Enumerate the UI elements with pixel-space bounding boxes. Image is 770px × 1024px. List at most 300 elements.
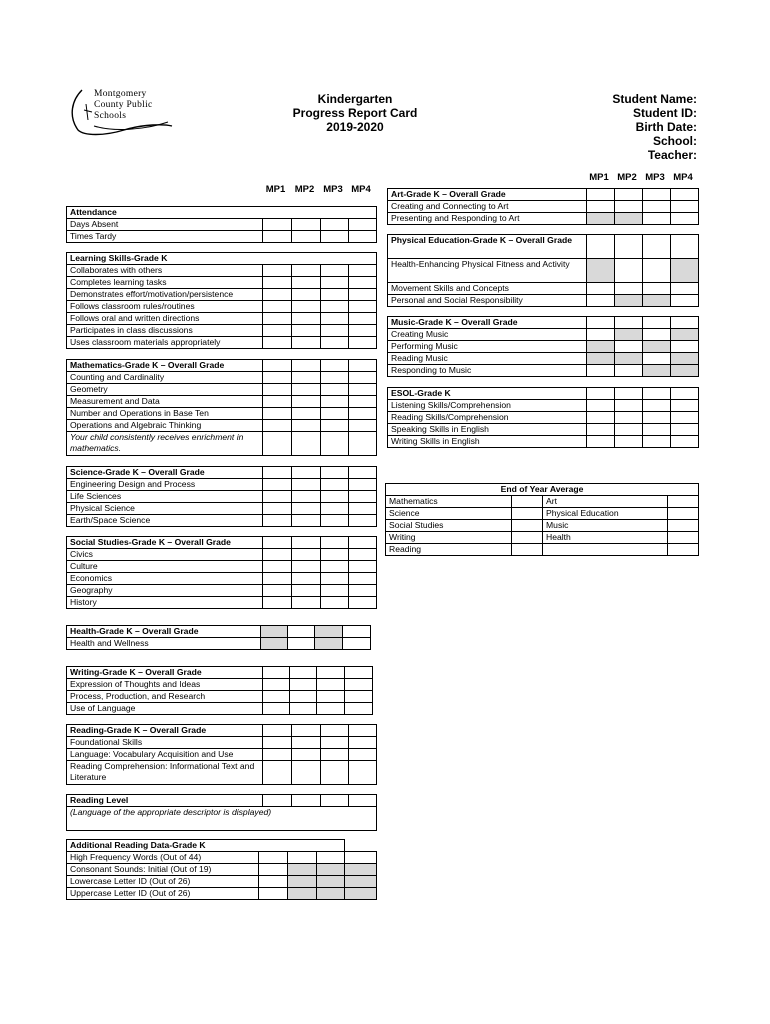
grade-cell [615, 412, 643, 424]
grade-cell [317, 852, 345, 864]
row-label: Personal and Social Responsibility [388, 295, 587, 307]
grade-cell [321, 313, 349, 325]
grade-cell [292, 396, 321, 408]
row-label: Health and Wellness [67, 638, 261, 650]
shaded-grade-cell [288, 876, 317, 888]
grade-cell [259, 876, 288, 888]
student-name-label: Student Name: [612, 92, 697, 106]
grade-cell [321, 503, 349, 515]
grade-cell [615, 201, 643, 213]
grade-cell [587, 365, 615, 377]
grade-cell [668, 520, 699, 532]
row-label: Follows oral and written directions [67, 313, 263, 325]
grade-cell [321, 737, 349, 749]
grade-cell [349, 549, 377, 561]
row-label: Days Absent [67, 219, 263, 231]
grade-cell [263, 491, 292, 503]
grade-cell [263, 503, 292, 515]
row-label: Expression of Thoughts and Ideas [67, 679, 263, 691]
grade-cell [292, 231, 321, 243]
shaded-grade-cell [615, 353, 643, 365]
row-label: Lowercase Letter ID (Out of 26) [67, 876, 259, 888]
grade-cell [263, 432, 292, 456]
art-table [387, 188, 699, 225]
grade-cell [321, 325, 349, 337]
shaded-grade-cell [317, 888, 345, 900]
grade-cell [615, 341, 643, 353]
shaded-grade-cell [288, 864, 317, 876]
grade-cell [263, 761, 292, 785]
science-table [66, 466, 377, 527]
music-title: Music-Grade K – Overall Grade [388, 317, 587, 329]
title-line-1: Kindergarten [317, 92, 393, 106]
shaded-grade-cell [315, 626, 343, 638]
grade-cell [671, 412, 699, 424]
grade-cell [349, 585, 377, 597]
row-label: Creating Music [388, 329, 587, 341]
grade-cell [263, 667, 290, 679]
grade-cell [263, 231, 292, 243]
grade-cell [643, 353, 671, 365]
grade-cell [263, 467, 292, 479]
mp4-label: MP4 [673, 172, 693, 183]
grade-cell [292, 549, 321, 561]
eoy-subject: Social Studies [386, 520, 512, 532]
grade-cell [671, 189, 699, 201]
grade-cell [643, 235, 671, 259]
row-label: Physical Science [67, 503, 263, 515]
grade-cell [512, 508, 543, 520]
grade-cell [292, 467, 321, 479]
grade-cell [263, 749, 292, 761]
shaded-grade-cell [671, 353, 699, 365]
grade-cell [349, 408, 377, 420]
grade-cell [587, 412, 615, 424]
row-label: Number and Operations in Base Ten [67, 408, 263, 420]
reading-table [66, 724, 377, 785]
logo-line-3: Schools [94, 111, 127, 121]
esol-title: ESOL-Grade K [388, 388, 587, 400]
grade-cell [263, 360, 292, 372]
student-info [560, 92, 697, 162]
mp3-label: MP3 [323, 184, 343, 195]
grade-cell [321, 761, 349, 785]
grade-cell [321, 372, 349, 384]
row-label: Listening Skills/Comprehension [388, 400, 587, 412]
grade-cell [321, 301, 349, 313]
grade-cell [263, 573, 292, 585]
grade-cell [290, 679, 317, 691]
grade-cell [345, 691, 373, 703]
reading-title: Reading-Grade K – Overall Grade [67, 725, 263, 737]
grade-cell [321, 537, 349, 549]
grade-cell [292, 265, 321, 277]
grade-cell [259, 852, 288, 864]
row-label: Language: Vocabulary Acquisition and Use [67, 749, 263, 761]
grade-cell [587, 329, 615, 341]
grade-cell [615, 235, 643, 259]
row-label: Times Tardy [67, 231, 263, 243]
math-title: Mathematics-Grade K – Overall Grade [67, 360, 263, 372]
shaded-grade-cell [317, 864, 345, 876]
grade-cell [292, 360, 321, 372]
eoy-subject: Science [386, 508, 512, 520]
shaded-grade-cell [671, 329, 699, 341]
birth-date-label: Birth Date: [635, 120, 697, 134]
grade-cell [643, 283, 671, 295]
grade-cell [321, 289, 349, 301]
row-label: Uses classroom materials appropriately [67, 337, 263, 349]
end-of-year-average-table [385, 483, 699, 556]
grade-cell [317, 667, 345, 679]
shaded-grade-cell [288, 888, 317, 900]
grade-cell [615, 283, 643, 295]
grade-cell [349, 396, 377, 408]
row-label: Culture [67, 561, 263, 573]
grade-cell [263, 408, 292, 420]
grade-cell [512, 544, 543, 556]
row-label: Responding to Music [388, 365, 587, 377]
pe-title: Physical Education-Grade K – Overall Grade [388, 235, 587, 259]
grade-cell [292, 503, 321, 515]
grade-cell [292, 219, 321, 231]
grade-cell [292, 420, 321, 432]
grade-cell [349, 219, 377, 231]
shaded-grade-cell [345, 864, 377, 876]
grade-cell [587, 295, 615, 307]
eoy-subject: Physical Education [543, 508, 668, 520]
grade-cell [263, 277, 292, 289]
grade-cell [263, 537, 292, 549]
grade-cell [321, 265, 349, 277]
shaded-grade-cell [261, 626, 288, 638]
grade-cell [587, 436, 615, 448]
grade-cell [263, 265, 292, 277]
social-studies-table [66, 536, 377, 609]
grade-cell [321, 219, 349, 231]
attendance-title: Attendance [67, 207, 377, 219]
grade-cell [615, 189, 643, 201]
eoy-subject [543, 544, 668, 556]
grade-cell [345, 667, 373, 679]
grade-cell [349, 467, 377, 479]
grade-cell [512, 496, 543, 508]
eoy-subject: Music [543, 520, 668, 532]
grade-cell [292, 573, 321, 585]
title-line-2: Progress Report Card [292, 106, 418, 120]
title-line-3: 2019-2020 [326, 120, 384, 134]
shaded-grade-cell [671, 365, 699, 377]
grade-cell [263, 384, 292, 396]
grade-cell [292, 537, 321, 549]
page-title [260, 92, 450, 134]
grade-cell [349, 325, 377, 337]
row-label: Uppercase Letter ID (Out of 26) [67, 888, 259, 900]
grade-cell [587, 235, 615, 259]
grade-cell [263, 479, 292, 491]
school-label: School: [653, 134, 697, 148]
science-title: Science-Grade K – Overall Grade [67, 467, 263, 479]
grade-cell [349, 737, 377, 749]
grade-cell [615, 365, 643, 377]
row-label: Geometry [67, 384, 263, 396]
grade-cell [349, 231, 377, 243]
grade-cell [288, 852, 317, 864]
grade-cell [321, 491, 349, 503]
row-label: Process, Production, and Research [67, 691, 263, 703]
grade-cell [263, 585, 292, 597]
grade-cell [263, 289, 292, 301]
grade-cell [292, 585, 321, 597]
grade-cell [349, 384, 377, 396]
grade-cell [349, 372, 377, 384]
grade-cell [263, 515, 292, 527]
grade-cell [292, 277, 321, 289]
grade-cell [615, 436, 643, 448]
writing-title: Writing-Grade K – Overall Grade [67, 667, 263, 679]
grade-cell [288, 638, 315, 650]
grade-cell [321, 725, 349, 737]
shaded-grade-cell [315, 638, 343, 650]
grade-cell [292, 289, 321, 301]
mp3-label: MP3 [645, 172, 665, 183]
health-title: Health-Grade K – Overall Grade [67, 626, 261, 638]
shaded-grade-cell [615, 329, 643, 341]
grade-cell [349, 573, 377, 585]
mp2-label: MP2 [294, 184, 315, 195]
row-label: Use of Language [67, 703, 263, 715]
shaded-grade-cell [587, 259, 615, 283]
row-label: Collaborates with others [67, 265, 263, 277]
row-label: Writing Skills in English [388, 436, 587, 448]
row-label: Demonstrates effort/motivation/persistence [67, 289, 263, 301]
grade-cell [292, 372, 321, 384]
shaded-grade-cell [587, 341, 615, 353]
grade-cell [263, 725, 292, 737]
grade-cell [292, 725, 321, 737]
student-id-label: Student ID: [633, 106, 697, 120]
grade-cell [292, 337, 321, 349]
grade-cell [671, 283, 699, 295]
grade-cell [671, 341, 699, 353]
art-title: Art-Grade K – Overall Grade [388, 189, 587, 201]
grade-cell [615, 400, 643, 412]
grade-cell [512, 520, 543, 532]
row-label: Presenting and Responding to Art [388, 213, 587, 225]
grade-cell [321, 420, 349, 432]
grade-cell [263, 795, 292, 807]
reading-level-title: Reading Level [67, 795, 263, 807]
grade-cell [292, 761, 321, 785]
grade-cell [263, 597, 292, 609]
row-label: Reading Skills/Comprehension [388, 412, 587, 424]
grade-cell [292, 749, 321, 761]
writing-table [66, 666, 373, 715]
grade-cell [321, 585, 349, 597]
row-label: Consonant Sounds: Initial (Out of 19) [67, 864, 259, 876]
grade-cell [321, 360, 349, 372]
grade-cell [263, 561, 292, 573]
grade-cell [671, 213, 699, 225]
row-label: Counting and Cardinality [67, 372, 263, 384]
shaded-grade-cell [671, 259, 699, 283]
eoy-subject: Reading [386, 544, 512, 556]
grade-cell [292, 737, 321, 749]
grade-cell [587, 201, 615, 213]
row-label: Civics [67, 549, 263, 561]
shaded-grade-cell [317, 876, 345, 888]
grade-cell [321, 479, 349, 491]
grade-cell [345, 703, 373, 715]
grade-cell [643, 436, 671, 448]
grade-cell [292, 432, 321, 456]
grade-cell [615, 259, 643, 283]
grade-cell [671, 235, 699, 259]
row-label: Engineering Design and Process [67, 479, 263, 491]
social-studies-title: Social Studies-Grade K – Overall Grade [67, 537, 263, 549]
mp4-label: MP4 [351, 184, 371, 195]
row-label: Earth/Space Science [67, 515, 263, 527]
row-label: Creating and Connecting to Art [388, 201, 587, 213]
health-table [66, 625, 371, 650]
row-label: Reading Music [388, 353, 587, 365]
grade-cell [263, 219, 292, 231]
row-label: Movement Skills and Concepts [388, 283, 587, 295]
row-label: History [67, 597, 263, 609]
grade-cell [349, 360, 377, 372]
row-label: Completes learning tasks [67, 277, 263, 289]
grade-cell [321, 749, 349, 761]
grade-cell [643, 412, 671, 424]
grade-cell [263, 372, 292, 384]
grade-cell [290, 691, 317, 703]
grade-cell [587, 189, 615, 201]
shaded-grade-cell [587, 213, 615, 225]
grade-cell [671, 388, 699, 400]
logo-line-2: County Public [94, 100, 153, 110]
grade-cell [263, 325, 292, 337]
row-label: Operations and Algebraic Thinking [67, 420, 263, 432]
grade-cell [349, 313, 377, 325]
grade-cell [349, 761, 377, 785]
grade-cell [671, 317, 699, 329]
grade-cell [512, 532, 543, 544]
logo-line-1: Montgomery [94, 89, 147, 99]
grade-cell [668, 532, 699, 544]
grade-cell [615, 424, 643, 436]
math-table [66, 359, 377, 456]
grade-cell [321, 277, 349, 289]
grade-cell [263, 703, 290, 715]
additional-reading-title: Additional Reading Data-Grade K [67, 840, 345, 852]
grade-cell [321, 432, 349, 456]
grade-cell [643, 329, 671, 341]
grade-cell [349, 561, 377, 573]
shaded-grade-cell [261, 638, 288, 650]
grade-cell [349, 301, 377, 313]
grade-cell [349, 491, 377, 503]
eoy-subject: Health [543, 532, 668, 544]
mp1-label: MP1 [265, 184, 286, 195]
grade-cell [349, 337, 377, 349]
grade-cell [671, 424, 699, 436]
pe-table [387, 234, 699, 307]
grade-cell [321, 231, 349, 243]
grade-cell [317, 679, 345, 691]
grade-cell [587, 400, 615, 412]
grade-cell [321, 337, 349, 349]
enrichment-note: Your child consistently receives enrichment in mathematics. [67, 432, 263, 456]
grade-cell [292, 408, 321, 420]
grade-cell [345, 852, 377, 864]
grade-cell [643, 189, 671, 201]
grade-cell [263, 737, 292, 749]
grade-cell [349, 795, 377, 807]
grade-cell [259, 888, 288, 900]
row-label: Economics [67, 573, 263, 585]
grade-cell [349, 265, 377, 277]
row-label: Health-Enhancing Physical Fitness and Activity [388, 259, 587, 283]
grade-cell [321, 467, 349, 479]
grade-cell [671, 295, 699, 307]
grade-cell [292, 479, 321, 491]
grade-cell [263, 691, 290, 703]
grade-cell [321, 795, 349, 807]
row-label: Measurement and Data [67, 396, 263, 408]
grade-cell [263, 396, 292, 408]
additional-reading-table [66, 839, 377, 900]
shaded-grade-cell [345, 888, 377, 900]
grade-cell [263, 301, 292, 313]
grade-cell [668, 508, 699, 520]
grade-cell [345, 679, 373, 691]
grade-cell [349, 479, 377, 491]
row-label: Foundational Skills [67, 737, 263, 749]
grade-cell [587, 388, 615, 400]
grade-cell [263, 549, 292, 561]
grade-cell [292, 301, 321, 313]
grade-cell [643, 317, 671, 329]
shaded-grade-cell [643, 365, 671, 377]
mcps-logo [64, 86, 184, 138]
grade-cell [263, 420, 292, 432]
grade-cell [290, 703, 317, 715]
learning-skills-table [66, 252, 377, 349]
grade-cell [615, 317, 643, 329]
grade-cell [349, 537, 377, 549]
eoy-title: End of Year Average [386, 484, 699, 496]
grade-cell [321, 408, 349, 420]
grade-cell [671, 201, 699, 213]
grade-cell [349, 749, 377, 761]
grade-cell [259, 864, 288, 876]
grade-cell [349, 432, 377, 456]
grade-cell [643, 424, 671, 436]
grade-cell [643, 213, 671, 225]
shaded-grade-cell [587, 353, 615, 365]
grade-cell [292, 561, 321, 573]
grade-cell [321, 384, 349, 396]
esol-table [387, 387, 699, 448]
eoy-subject: Writing [386, 532, 512, 544]
grade-cell [317, 703, 345, 715]
grade-cell [671, 436, 699, 448]
row-label: Speaking Skills in English [388, 424, 587, 436]
music-table [387, 316, 699, 377]
grade-cell [671, 400, 699, 412]
mp-header-left [261, 184, 375, 195]
grade-cell [668, 496, 699, 508]
